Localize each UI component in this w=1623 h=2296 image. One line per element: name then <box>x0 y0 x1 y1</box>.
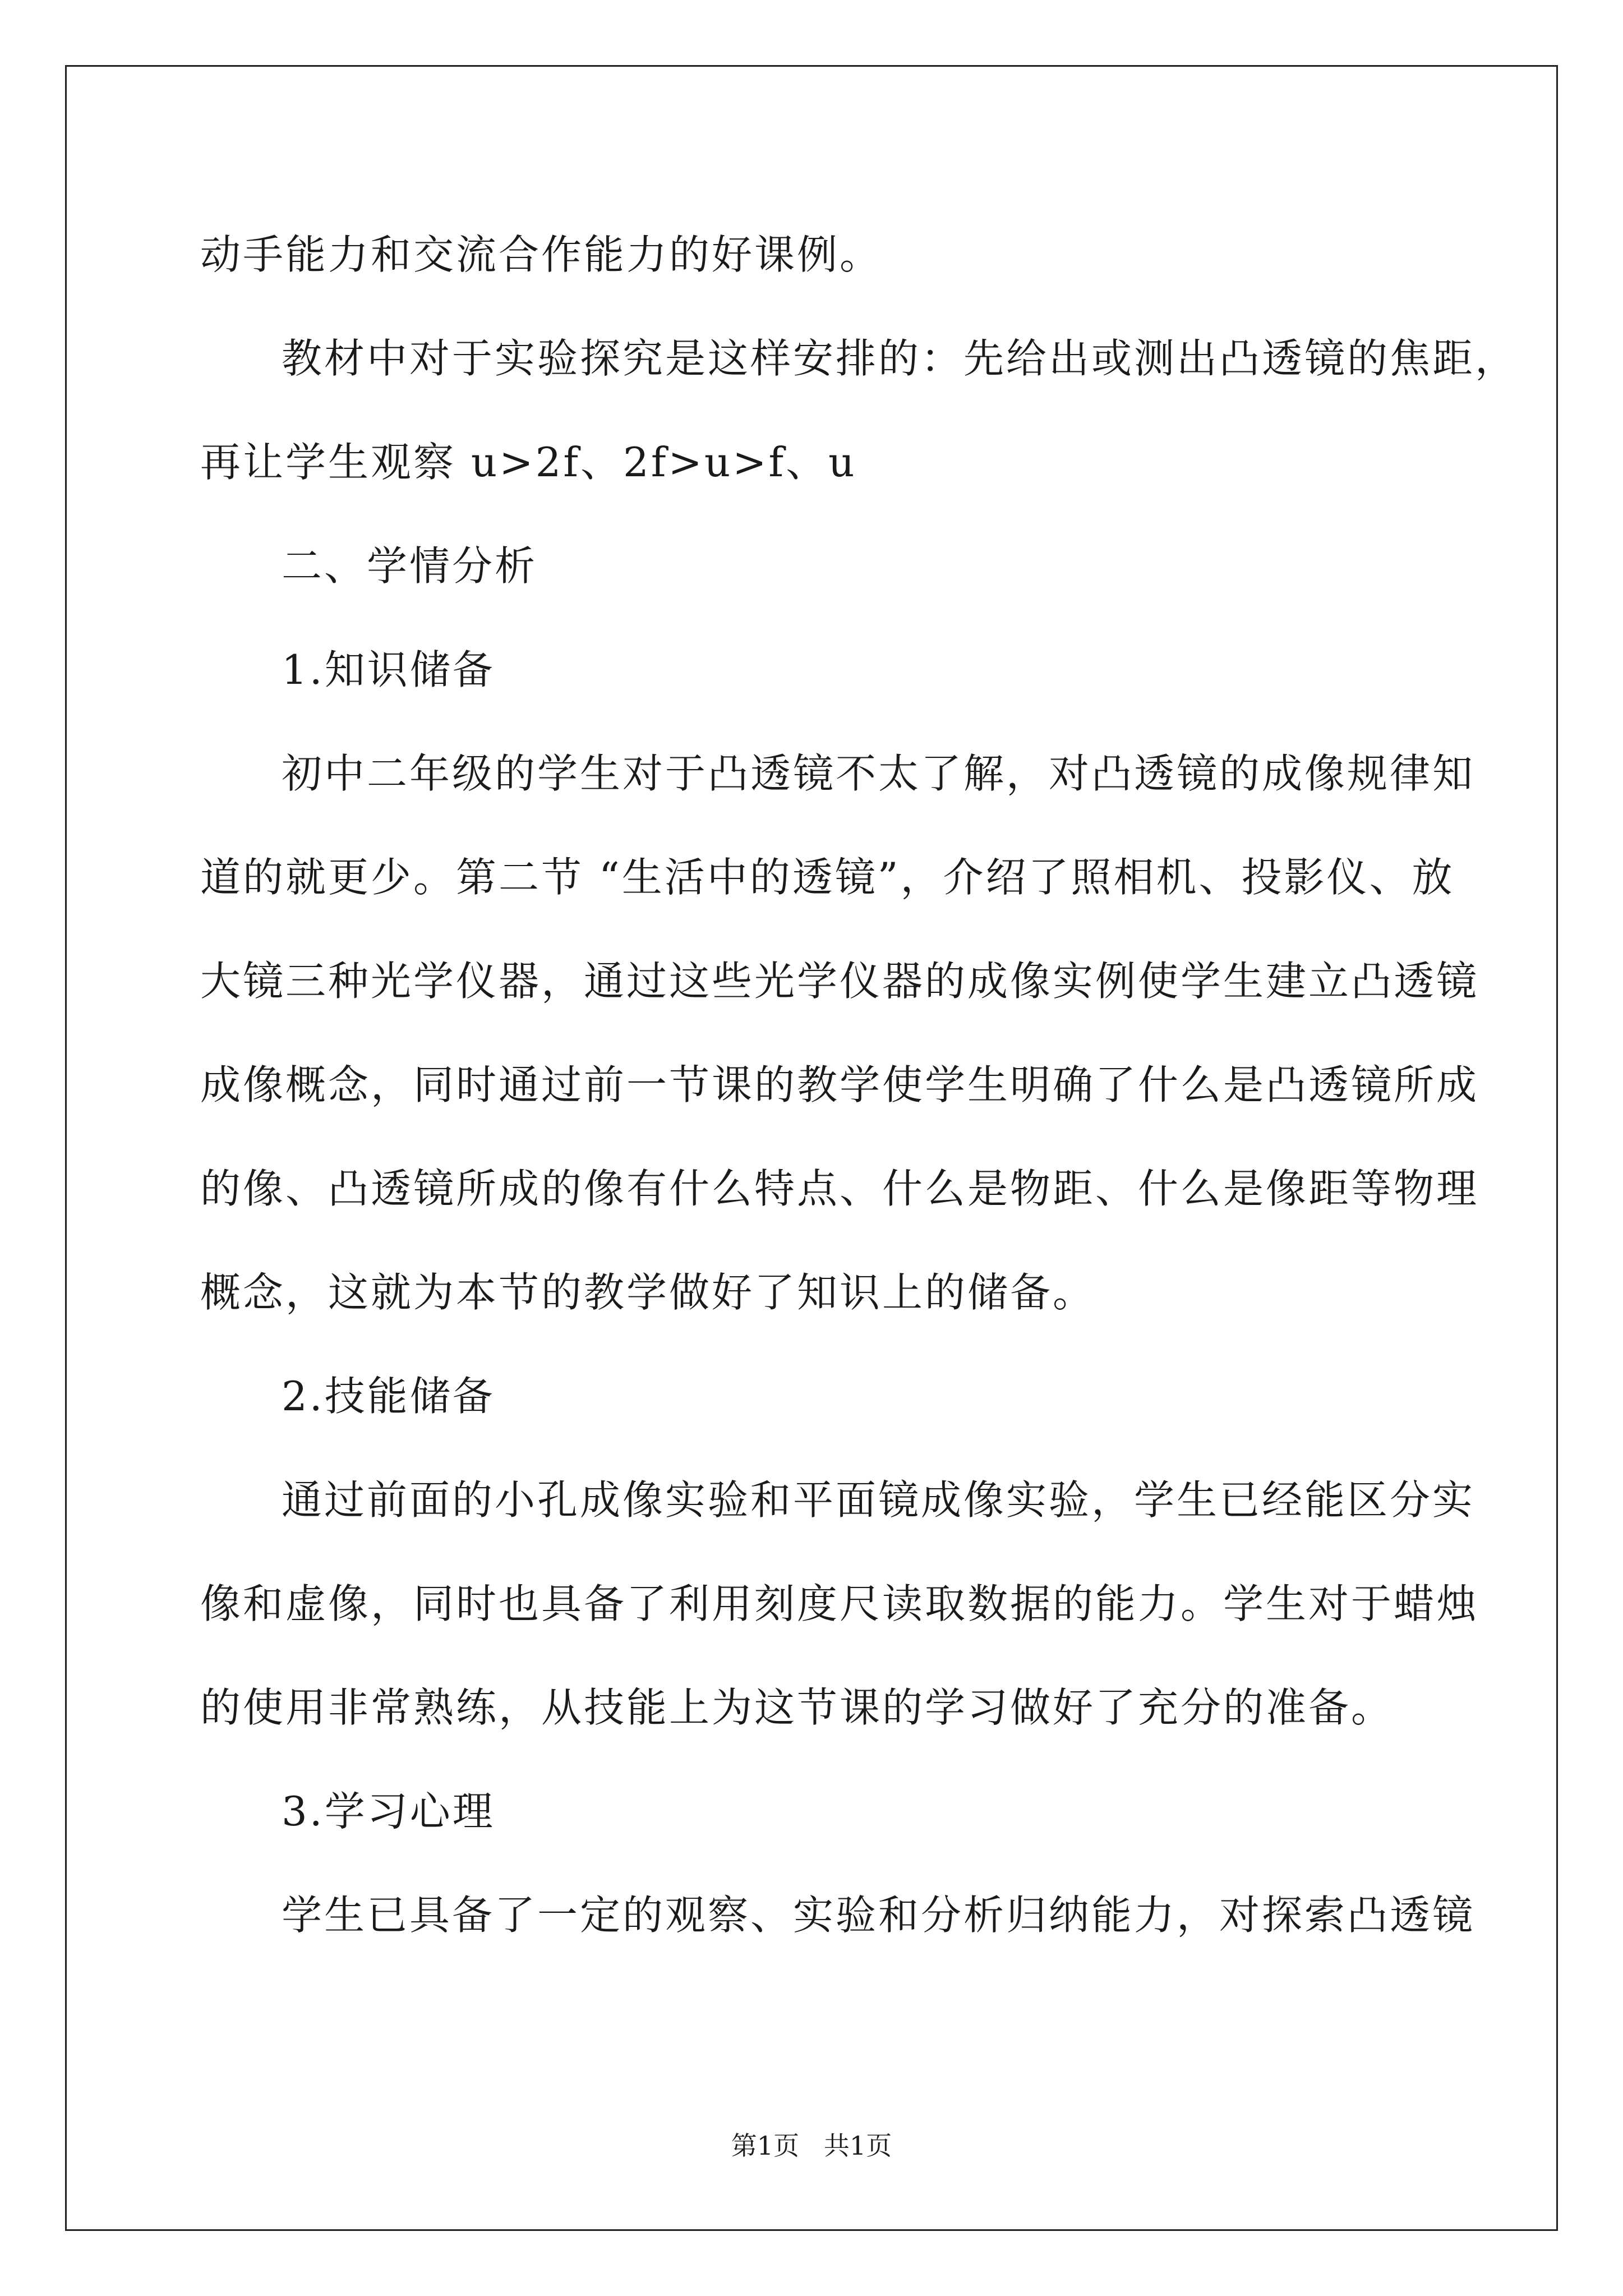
body-text-line: 像和虚像，同时也具备了利用刻度尺读取数据的能力。学生对于蜡烛 <box>200 1580 1479 1627</box>
paragraph-text-line: 通过前面的小孔成像实验和平面镜成像实验，学生已经能区分实 <box>282 1476 1476 1524</box>
body-text-line: 成像概念，同时通过前一节课的教学使学生明确了什么是凸透镜所成 <box>200 1061 1479 1108</box>
body-text-line: 道的就更少。第二节 “生活中的透镜”，介绍了照相机、投影仪、放 <box>200 854 1455 901</box>
body-text-line: 再让学生观察 u>2f、2f>u>f、u <box>200 439 857 486</box>
body-text-line: 动手能力和交流合作能力的好课例。 <box>200 231 883 278</box>
subsection-heading: 2.技能储备 <box>282 1373 495 1420</box>
paragraph-text-line: 学生已具备了一定的观察、实验和分析归纳能力，对探索凸透镜 <box>282 1892 1476 1939</box>
body-text-line: 概念，这就为本节的教学做好了知识上的储备。 <box>200 1269 1096 1316</box>
section-heading: 二、学情分析 <box>282 542 538 590</box>
subsection-heading: 3.学习心理 <box>282 1788 495 1835</box>
subsection-heading: 1.知识储备 <box>282 646 495 693</box>
page-footer: 第1页 共1页 <box>731 2131 892 2161</box>
paragraph-text-line: 教材中对于实验探究是这样安排的：先给出或测出凸透镜的焦距， <box>282 335 1518 382</box>
paragraph-text-line: 初中二年级的学生对于凸透镜不太了解，对凸透镜的成像规律知 <box>282 750 1476 797</box>
body-text-line: 大镜三种光学仪器，通过这些光学仪器的成像实例使学生建立凸透镜 <box>200 958 1479 1005</box>
body-text-line: 的使用非常熟练，从技能上为这节课的学习做好了充分的准备。 <box>200 1684 1394 1731</box>
body-text-line: 的像、凸透镜所成的像有什么特点、什么是物距、什么是像距等物理 <box>200 1165 1479 1212</box>
